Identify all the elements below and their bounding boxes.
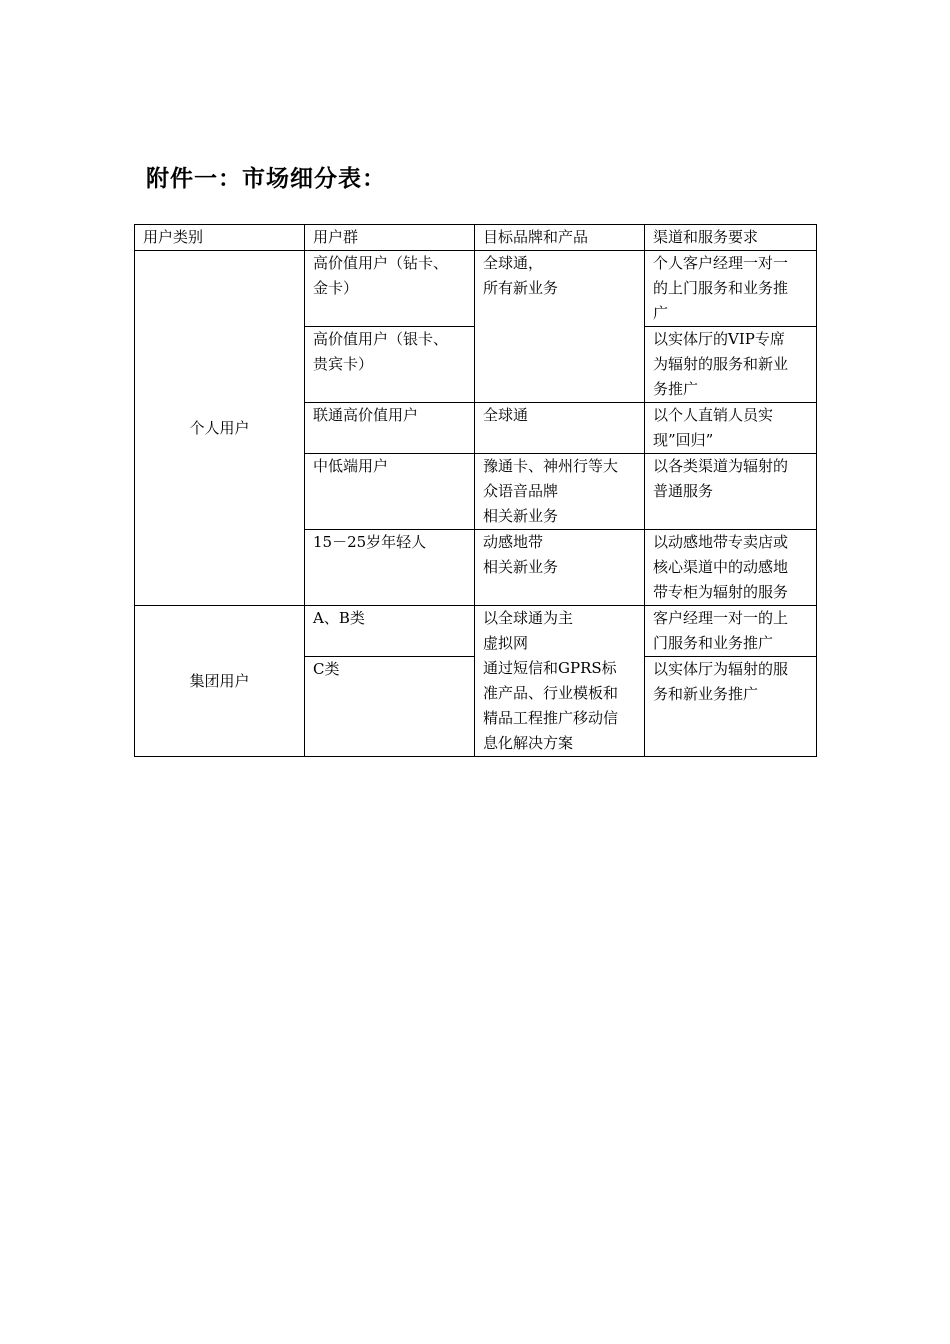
- channel-cell: 以实体厅的VIP专席 为辐射的服务和新业 务推广: [645, 327, 817, 403]
- channel-cell: 个人客户经理一对一 的上门服务和业务推 广: [645, 251, 817, 327]
- user-group-cell: 中低端用户: [305, 454, 475, 530]
- product-cell: 动感地带 相关新业务: [475, 530, 645, 606]
- header-user-group: 用户群: [305, 225, 475, 251]
- user-group-cell: C类: [305, 657, 475, 757]
- product-cell: 豫通卡、神州行等大 众语音品牌 相关新业务: [475, 454, 645, 530]
- user-group-cell: 高价值用户（银卡、 贵宾卡）: [305, 327, 475, 403]
- user-group-cell: 15－25岁年轻人: [305, 530, 475, 606]
- category-personal: 个人用户: [135, 251, 305, 606]
- product-cell: 全球通: [475, 403, 645, 454]
- channel-cell: 客户经理一对一的上 门服务和业务推广: [645, 606, 817, 657]
- user-group-cell: A、B类: [305, 606, 475, 657]
- channel-cell: 以各类渠道为辐射的 普通服务: [645, 454, 817, 530]
- header-user-category: 用户类别: [135, 225, 305, 251]
- user-group-cell: 联通高价值用户: [305, 403, 475, 454]
- product-cell: 以全球通为主 虚拟网 通过短信和GPRS标 准产品、行业模板和 精品工程推广移动信 息化解决方案: [475, 606, 645, 757]
- user-group-cell: 高价值用户（钻卡、 金卡）: [305, 251, 475, 327]
- table-row: [135, 606, 817, 657]
- page-title: 附件一：市场细分表：: [146, 166, 386, 192]
- header-target-brand-product: 目标品牌和产品: [475, 225, 645, 251]
- header-channel-service: 渠道和服务要求: [645, 225, 817, 251]
- table-header-row: [135, 225, 817, 251]
- channel-cell: 以实体厅为辐射的服 务和新业务推广: [645, 657, 817, 757]
- channel-cell: 以动感地带专卖店或 核心渠道中的动感地 带专柜为辐射的服务: [645, 530, 817, 606]
- table-row: [135, 251, 817, 327]
- product-cell: 全球通， 所有新业务: [475, 251, 645, 403]
- channel-cell: 以个人直销人员实 现”回归”: [645, 403, 817, 454]
- market-segmentation-table: [134, 224, 817, 757]
- category-group: 集团用户: [135, 606, 305, 757]
